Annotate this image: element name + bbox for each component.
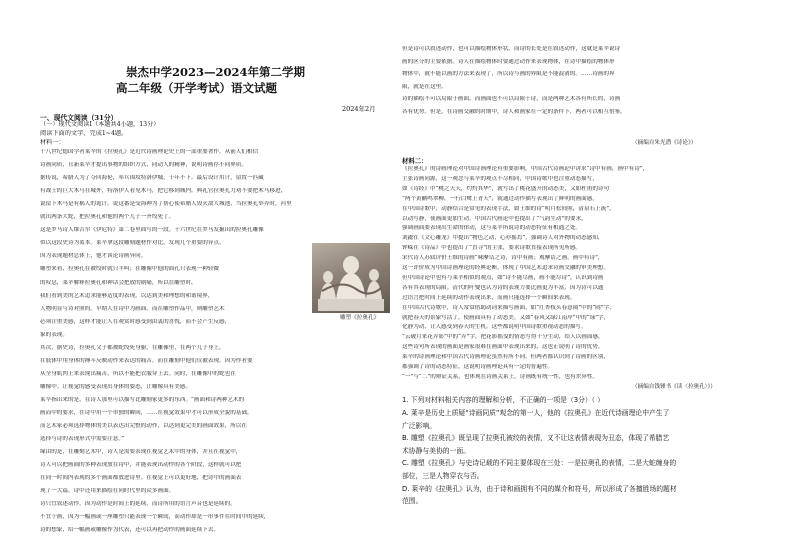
body-line: 这一评价成为中国诗画理论的经典论断，体现了中国艺术追求诗画交融的审美理想。 bbox=[402, 265, 609, 271]
body-line: 在同一时间内表现的多个画面都放进诗里。在视觉上可以更好地，把诗中的画面表 bbox=[40, 475, 242, 482]
body-line: 诗的描绘不可以局限于画面，而画面也不可以局限于诗，而是两种艺术各有所长的，诗画 bbox=[402, 96, 621, 102]
option-line: B. 雕塑《拉奥孔》既呈现了拉奥孔被绞的表情，又不让这表情表现为丑态，体现了希腊艺 bbox=[402, 434, 670, 443]
body-line: 我们看到美的艺术追求能够适度的表现，以达到美和理想的和谐境界， bbox=[40, 292, 214, 299]
material1-label: 材料一： bbox=[40, 139, 65, 146]
body-line: 这是罗马诗人维吉尔《伊尼特》第二卷里面写的一段。十六世纪在罗马发掘出的拉奥孔雕像 bbox=[40, 227, 264, 234]
body-line: 各有其表现的局限。清代的叶燮也认为诗的表现力要比画更为丰富，因为诗可以通 bbox=[402, 284, 604, 291]
body-line: 莱辛的诗画理论和中国古代诗画理论虽然有所不同，但两者都认识到了诗画的区别， bbox=[402, 354, 609, 361]
option-line: 范围。 bbox=[402, 497, 423, 506]
option-line: A. 莱辛是历史上质疑“诗画同质”观念的第一人，他的《拉奥孔》在近代诗画理论中产生了 bbox=[402, 409, 670, 417]
body-line: 其次，据史诗，拉奥孔父子都被蛇绞死身躯，在雕像里，在两个儿子身上， bbox=[40, 344, 225, 351]
body-line: 各有优势。但是，在诗画交融的时期中，诗人和画家在一定的条件下，两者可以相互借鉴。 bbox=[402, 108, 626, 115]
body-line: 如《诗经》中“桃之夭夭，灼灼其华”，就写出了桃花盛开的动态美，又如杜甫的诗句 bbox=[402, 185, 610, 192]
body-line: 选择与诗的表现形式中需要注意。” bbox=[40, 436, 124, 443]
body-line: 因为表现题材总体上，他才谈论诗画异同。 bbox=[40, 253, 147, 260]
body-line: 都强调了诗的动态特征，这说明诗画理论具有一定的普遍性。 bbox=[402, 364, 554, 370]
body-line: 缘由的是，在雕刻艺术中，诗人是需要表现在视觉艺术中的身体，并且在视觉中， bbox=[40, 449, 242, 456]
body-line: 宋代诗人苏轼评价王维的诗画“味摩诘之诗，诗中有画；观摩诘之画，画中有诗”， bbox=[402, 255, 604, 262]
body-line: “一”与“二”的辩证关系，也体现在诗画关系上，诗画既有统一性，也有差异性。 bbox=[402, 373, 599, 380]
body-line: 但是诗可以叙述动作，也可以描绘物体形状，而诗的长处是在叙述动作，这就是莱辛说诗 bbox=[402, 46, 621, 52]
body-line: 以动写静，使画面更加生动。中国古代画论中也提出了“气韵生动”的要求， bbox=[402, 215, 587, 222]
body-line: 似以这段史诗为蓝本。莱辛拿这段雕刻题材作对比，发现几个重要的异点。 bbox=[40, 240, 225, 247]
body-line: 《拉奥孔》的诗画理论对中国诗画理论有重要影响，中国古代诗画论中讲求“诗中有画，画中有诗”， bbox=[402, 166, 649, 172]
instruction: 阅读下面的文字，完成1~4题。 bbox=[40, 130, 128, 137]
body-line: 有战士的巨大木马在城外，特洛伊人看见木马，把它移到城内。典礼官拉奥孔力劝不要把木马移进， bbox=[40, 188, 287, 195]
body-line: 必须注重美感，这样才能让人在观赏时感受到由衷的喜悦，而不会产生反感， bbox=[40, 318, 231, 325]
body-line: 在中国古代诗歌中，诗人常常借助动词来描写画面，如“红杏枝头春意闹”中的“闹”字， bbox=[402, 304, 615, 311]
source2: （摘编自钱锺书《读〈拉奥孔〉》） bbox=[632, 384, 716, 390]
body-line: 据传说，希腊人为了夺回海伦，率兵围攻特洛伊城，十年不下。最后设计用计，留置一匹藏 bbox=[40, 175, 264, 182]
school-title: 崇杰中学2023—2024年第二学期 bbox=[126, 65, 306, 79]
body-line: 诗人可以把画面的多种表现放在诗中，并能表现出动作的各个阶段，这样就可以把 bbox=[40, 462, 242, 469]
body-line: 在肢体中用身体的搏斗反映动作来表达的痛苦。而在雕刻中他们仅被表现。因为作者要 bbox=[40, 357, 253, 364]
body-line: 但中国诗论中也有与莱辛相似的观点，如“诗不能尽画，画不能尽诗”，认识到诗画 bbox=[402, 274, 604, 281]
body-line: 强调画面要表现出生命的律动，这与莱辛所说诗的动态特征有相通之处。 bbox=[402, 225, 582, 232]
body-line: “两个黄鹂鸣翠柳，一行白鹭上青天”，就通过动作描写表现出了鲜明的画面感。 bbox=[402, 195, 598, 202]
figure-caption: 雕塑《拉奥孔》 bbox=[340, 315, 380, 321]
body-line: 就把春天的景象写活了，使画面具有了动态美。又如“春风又绿江南岸”中的“绿”字， bbox=[402, 314, 610, 321]
question1-stem: 1. 下列对材料相关内容的理解和分析，不正确的一项是（3分）（ ） bbox=[402, 396, 605, 404]
body-line: 雕像中。让视觉的感受表现出身体的姿态，让雕像具有美感。 bbox=[40, 383, 192, 390]
body-line: 物体中，就不能以画的方法来表现了，所以诗与画的界限是不能混淆的。……诗画的界 bbox=[402, 71, 615, 77]
body-line: 从全身肌肉上来表现出痛苦，所以不能把衣服穿上去。同时，在雕像中的蛇也在 bbox=[40, 370, 236, 377]
body-line: 刘勰在《文心雕龙》中提出“物色之动，心亦摇焉”，强调诗人对外物的动态感知， bbox=[402, 235, 604, 242]
body-line: 而艺术家必须选择物体的美以表达出完整的动作，以达到更完美的画面效果，所以在 bbox=[40, 423, 247, 430]
exam-date: 2024年2月 bbox=[342, 105, 376, 113]
material2-label: 材料二： bbox=[402, 157, 428, 165]
body-line: 主张诗画同源，这一观念与莱辛的观点不尽相同，中国诗歌中也注重动态描写， bbox=[402, 175, 598, 182]
statue-icon bbox=[312, 243, 390, 313]
body-line: 在中国诗歌中，动静结合是常见的表现手法，如王维的诗“明月松间照，清泉石上流”， bbox=[402, 205, 615, 212]
body-line: 不宜于画，因为一幅画或一座雕塑只能表现一个瞬间，而动作却是一串事件在时间中的延续， bbox=[40, 514, 270, 521]
body-line: 就出两条大蛇，把拉奥孔和他的两个儿子一齐绞死了。 bbox=[40, 214, 175, 221]
body-line: 象的表现。 bbox=[40, 331, 68, 338]
body-line: 人物明显与诗对照的。早期人在诗中为画面，而在雕塑作品中，则雕塑艺术 bbox=[40, 305, 225, 312]
body-line: 钟嵘在《诗品》中也提出了“直寻”的主张，要求诗歌直接表现所见所感。 bbox=[402, 245, 582, 252]
option-line: C. 雕塑《拉奥孔》与史诗记载的不同主要体现在三处：一是拉奥孔的表情，二是大蛇缠身的 bbox=[402, 459, 677, 468]
option-line: 术协静与美协的一面。 bbox=[402, 446, 470, 455]
body-line: 现了一大篇，诗中还用来描绘在同时代里的众多画面。 bbox=[40, 488, 175, 495]
body-line: 的叹息，莱辛解释拉奥孔和神话会把放的剧痛，所以在雕塑时， bbox=[40, 279, 197, 286]
body-line: 画而中的要求，在诗中用一个单独的瞬间，……在视觉效果中才可以形成全貌的基础， bbox=[40, 410, 253, 416]
body-line: 这些诗句所表现的画面是画家很难在画面中表现出来的，这也正说明了诗的优势。 bbox=[402, 344, 604, 351]
option-line: D. 莱辛的《拉奥孔》认为，由于诗和画拥有不同的媒介和符号，所以形成了各擅胜场的题材 bbox=[402, 484, 677, 493]
body-line: 诗画同质，且新莱辛才提出事物的组织方式，同动人的精神，说明诗画存不同界质。 bbox=[40, 162, 247, 169]
body-line: 过语言把时间上延续的动作表现出来，而画只能选择一个瞬间来表现。 bbox=[402, 294, 576, 301]
option-line: 部位，三是人物穿衣与否。 bbox=[402, 472, 484, 480]
body-line: 莱辛指出来的是，在诗人那里可以描写比雕刻家更多的东西。“画面和诗两种艺术的 bbox=[40, 396, 245, 403]
option-line: 广泛影响。 bbox=[402, 421, 436, 430]
body-line: 诗的想象，给一幅画或雕像作为代表，还可以再把动作的画面延续下去。 bbox=[40, 527, 220, 534]
body-line: 画的区分的主要依据。诗人在描绘物体时要通过动作来表现物体，在诗中描绘的物体形 bbox=[402, 58, 615, 65]
source1: （摘编自朱光潜《诗论》） bbox=[632, 140, 697, 146]
body-line: 限，就是在这里。 bbox=[402, 83, 447, 90]
laocoon-statue-photo bbox=[312, 243, 390, 313]
exam-title: 高二年级（开学考试）语文试题 bbox=[116, 81, 277, 95]
body-line: 说留下木马是有祸人的诡计。说这番是受海神为了帮心使希腊人毁灭敌人城池，当拉奥孔举弄时，河里 bbox=[40, 201, 292, 208]
body-line: 化静为动，让人感受到春天的生机。这些都说明中国诗歌重视动态的描写。 bbox=[402, 324, 587, 331]
section-heading: 一、现代文阅读（31分） bbox=[40, 114, 118, 122]
body-line: 十八世纪德国学者莱辛的《拉奥孔》是近代诗画理论史上的一部重要著作。从前人们相信 bbox=[40, 149, 259, 155]
body-line: 诗只宜叙述动作，因为动作是时间上的延续，而诗所用的语言声音也是延续的。 bbox=[40, 501, 236, 508]
body-line: 雕塑来看，拉奥孔在被绞时就只半叫；在雕像中他的面孔只表现一种轻微 bbox=[40, 266, 220, 273]
sub-heading: （一）现代文阅读Ⅰ（本题共4小题，13分） bbox=[40, 121, 160, 128]
body-line: “云破月来花弄影”中的“弄”字，把花影摇曳的情态写得十分生动，给人以画面感， bbox=[402, 334, 604, 341]
